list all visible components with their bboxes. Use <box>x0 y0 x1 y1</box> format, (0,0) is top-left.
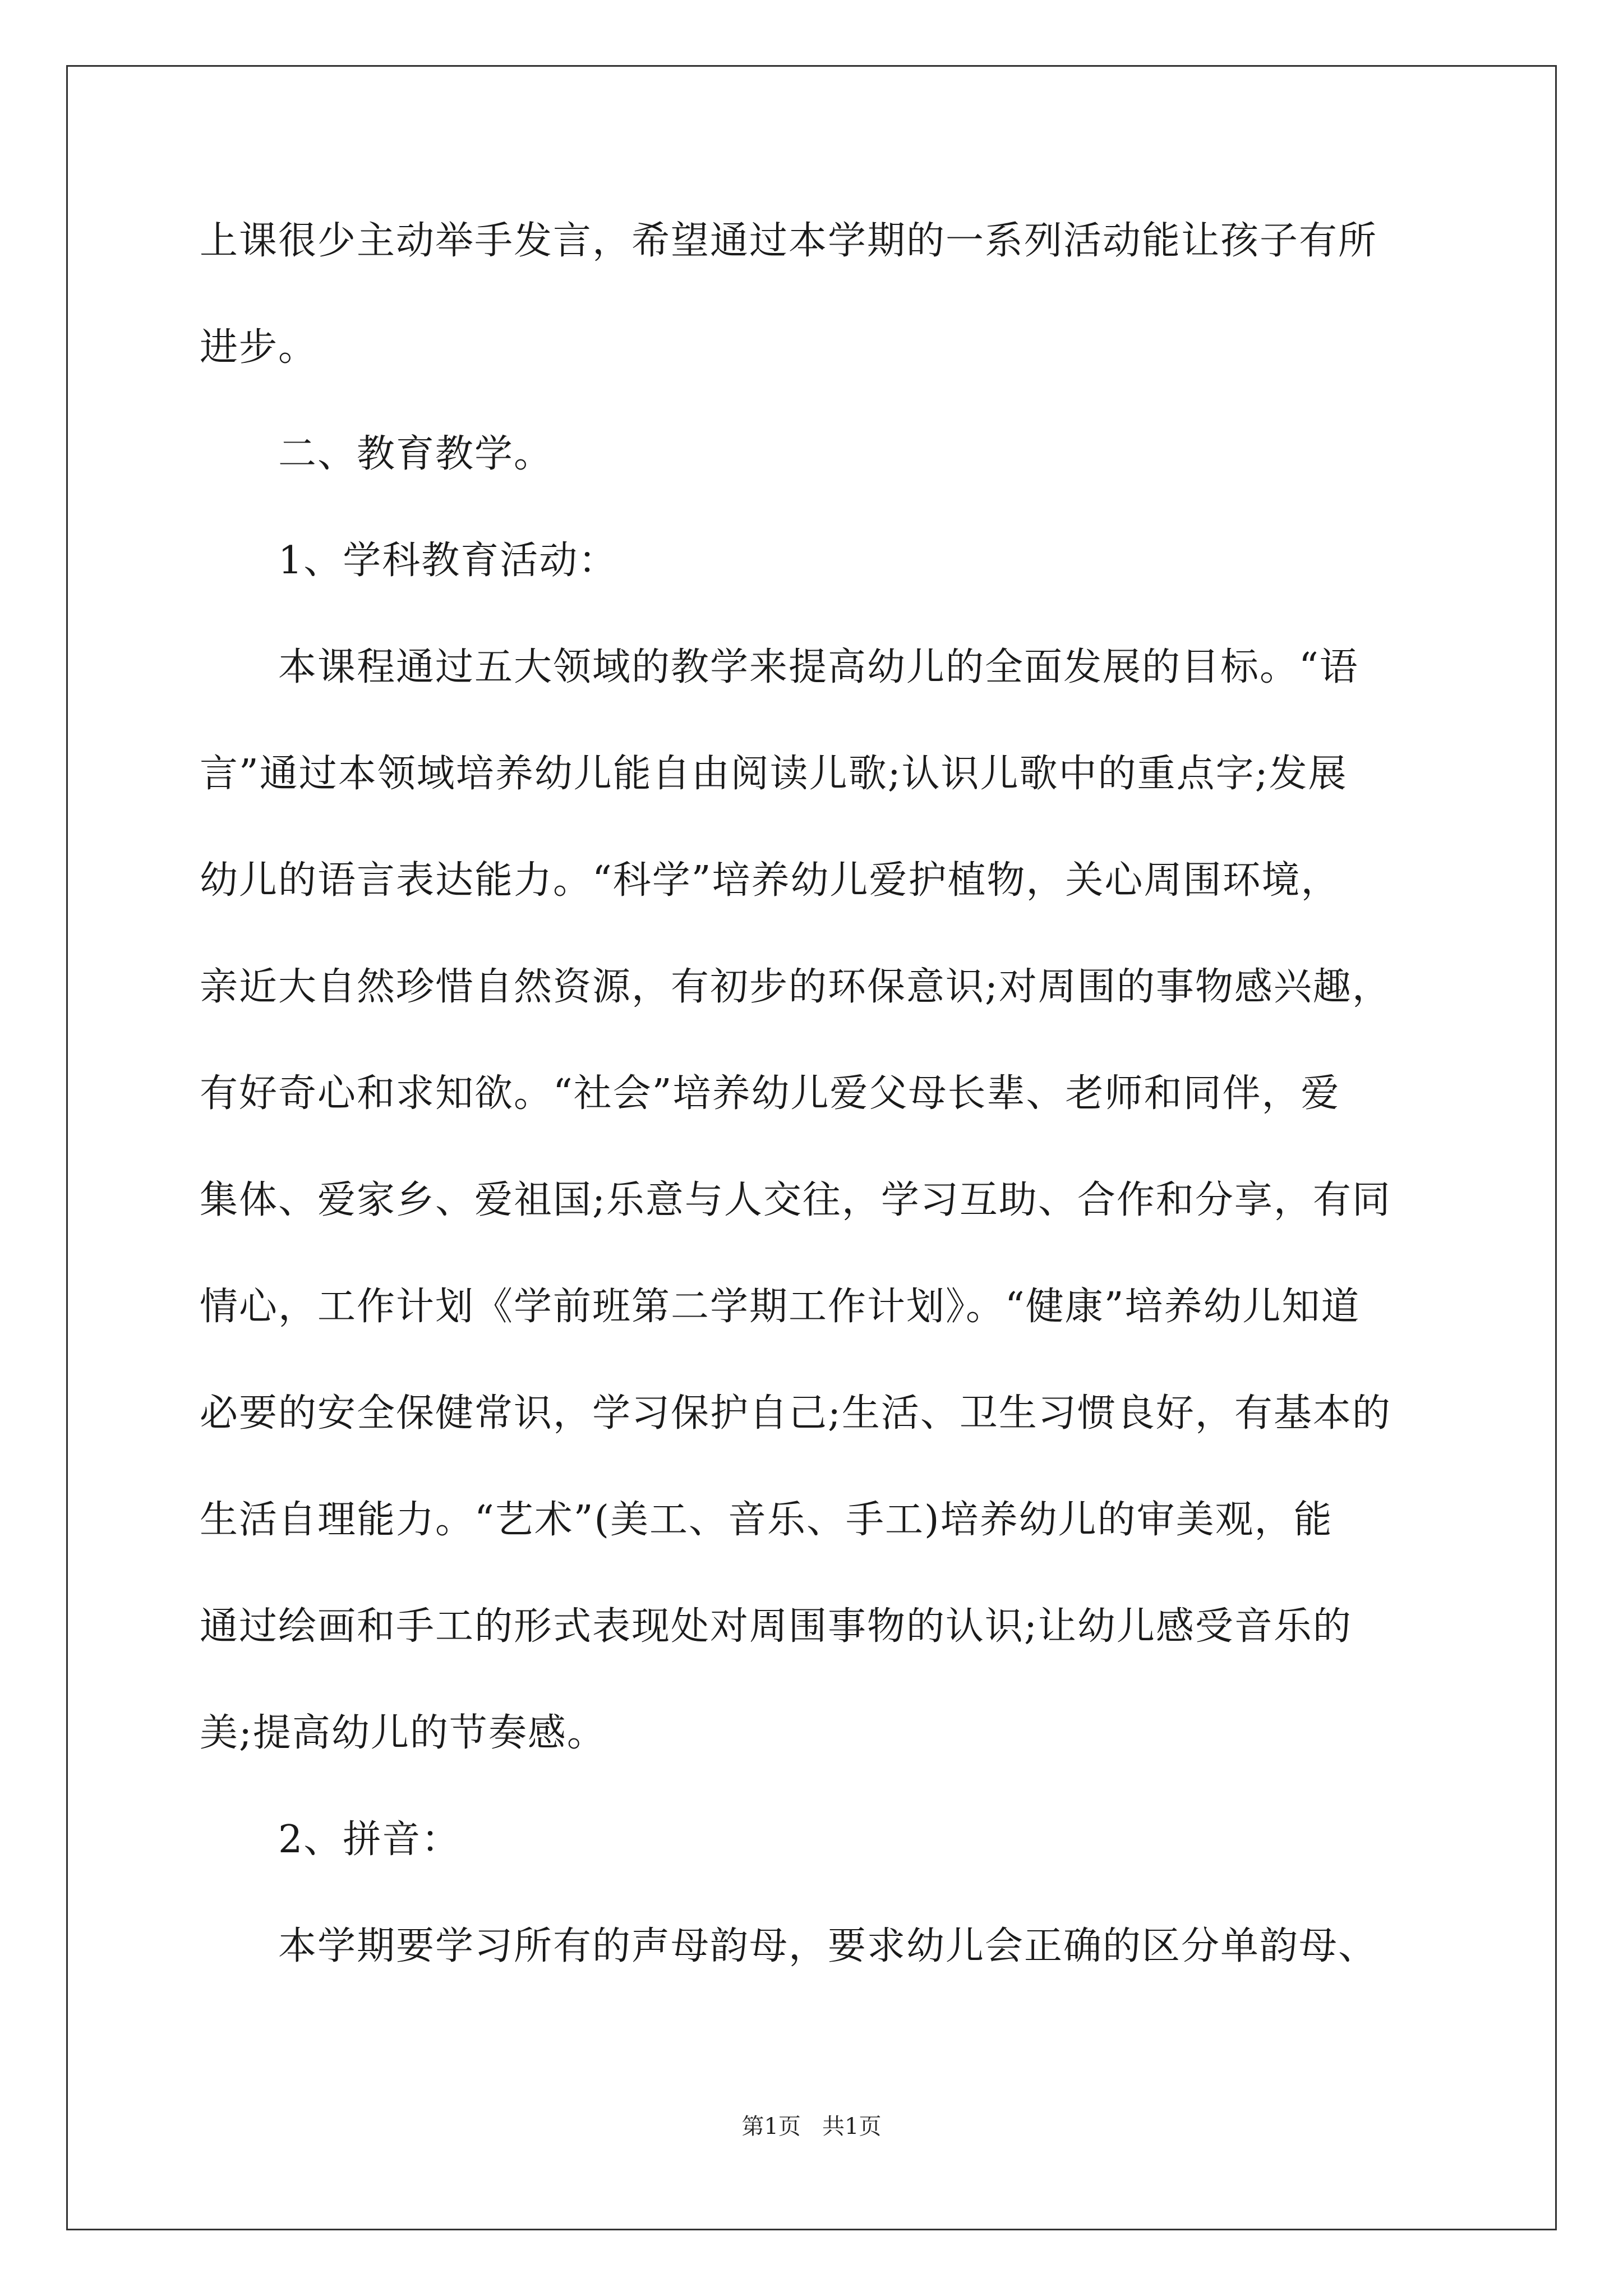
paragraph-line: 幼儿的语言表达能力。“科学”培养幼儿爱护植物，关心周围环境， <box>200 858 1340 903</box>
paragraph-line: 通过绘画和手工的形式表现处对周围事物的认识;让幼儿感受音乐的 <box>200 1604 1352 1649</box>
paragraph-line: 本课程通过五大领域的教学来提高幼儿的全面发展的目标。“语 <box>278 645 1359 689</box>
paragraph-line: 亲近大自然珍惜自然资源，有初步的环保意识;对周围的事物感兴趣， <box>200 965 1391 1009</box>
paragraph-line: 有好奇心和求知欲。“社会”培养幼儿爱父母长辈、老师和同伴，爱 <box>200 1071 1340 1116</box>
paragraph-line: 情心，工作计划《学前班第二学期工作计划》。“健康”培养幼儿知道 <box>200 1285 1361 1329</box>
page-border <box>66 65 1557 2230</box>
paragraph-line: 生活自理能力。“艺术”(美工、音乐、手工)培养幼儿的审美观，能 <box>200 1498 1333 1542</box>
paragraph-line: 集体、爱家乡、爱祖国;乐意与人交往，学习互助、合作和分享，有同 <box>200 1178 1391 1222</box>
paragraph-line: 上课很少主动举手发言，希望通过本学期的一系列活动能让孩子有所 <box>200 219 1378 263</box>
paragraph-line: 必要的安全保健常识，学习保护自己;生活、卫生习惯良好，有基本的 <box>200 1391 1391 1435</box>
subsection-heading: 1、学科教育活动： <box>278 539 618 583</box>
paragraph-line: 本学期要学习所有的声母韵母，要求幼儿会正确的区分单韵母、 <box>278 1924 1378 1968</box>
paragraph-line: 言”通过本领域培养幼儿能自由阅读儿歌;认识儿歌中的重点字;发展 <box>200 752 1348 796</box>
page-number: 第1页 共1页 <box>741 2114 882 2139</box>
subsection-heading: 2、拼音： <box>278 1818 461 1862</box>
paragraph-line: 美;提高幼儿的节奏感。 <box>200 1711 606 1755</box>
section-heading: 二、教育教学。 <box>278 432 554 476</box>
paragraph-line: 进步。 <box>200 325 318 370</box>
